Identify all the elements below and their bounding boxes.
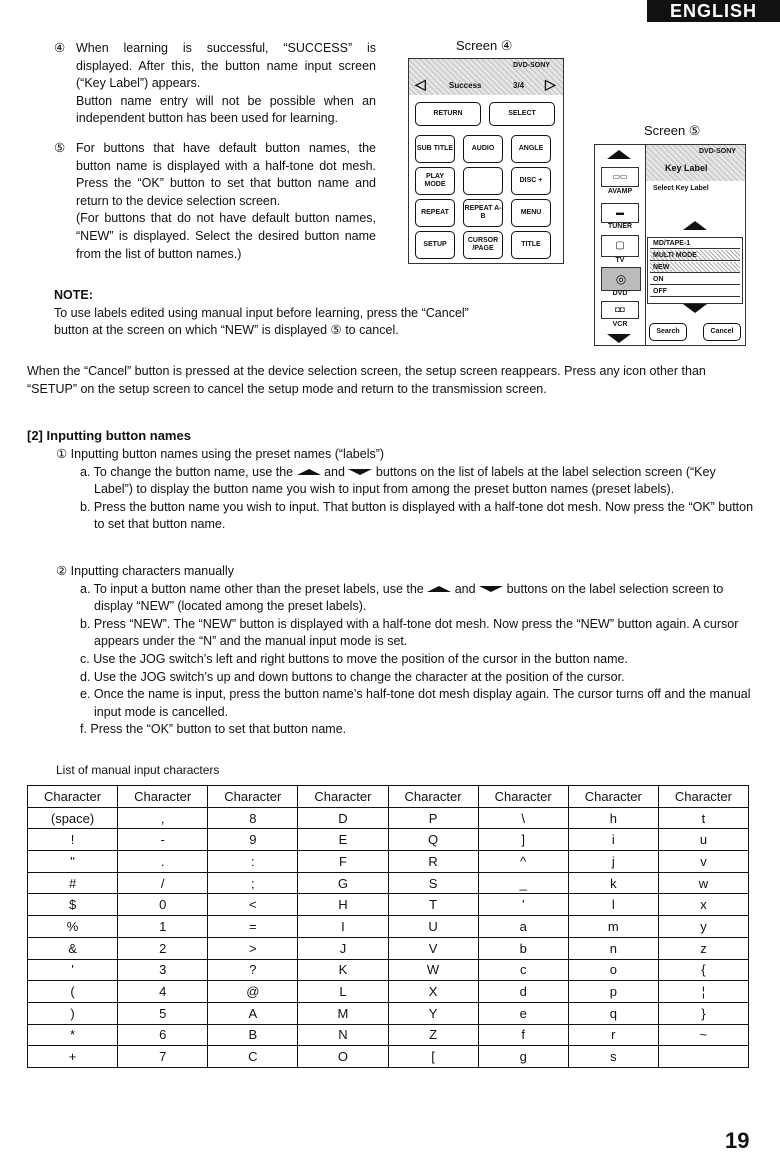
table-cell: P	[388, 807, 478, 829]
table-row	[28, 959, 749, 981]
note-title: NOTE:	[54, 288, 93, 302]
note-text: To use labels edited using manual input before learning, press the “Cancel” button at the screen on which “NEW” is displayed ⑤ to cancel.	[54, 305, 469, 338]
table-cell: I	[298, 916, 388, 938]
table-cell: ?	[208, 959, 298, 981]
table-cell: [	[388, 1046, 478, 1068]
subsection-2-b: b. Press “NEW”. The “NEW” button is displayed with a half-tone dot mesh. Now press the “NEW” button again. A cursor appears under the “N” and the manual input mode is set.	[80, 616, 739, 649]
step-4-paragraph-2: Button name entry will not be possible when an independent button has been used for learning.	[76, 93, 376, 126]
label-list	[647, 237, 743, 304]
table-cell: e	[478, 1002, 568, 1024]
play-mode-button[interactable]: PLAY MODE	[415, 167, 455, 195]
step-4-number: ④	[54, 41, 66, 55]
table-cell: Y	[388, 1002, 478, 1024]
scroll-down-icon[interactable]	[607, 334, 631, 343]
table-cell: C	[208, 1046, 298, 1068]
column-header: Character	[568, 786, 658, 808]
table-cell: U	[388, 916, 478, 938]
subsection-2-title: ② Inputting characters manually	[56, 564, 234, 578]
table-cell: c	[478, 959, 568, 981]
device-tv[interactable]: TV	[615, 257, 625, 264]
inputting-heading	[27, 428, 752, 443]
table-cell: q	[568, 1002, 658, 1024]
table-row	[28, 1024, 749, 1046]
table-cell: X	[388, 981, 478, 1003]
table-cell: =	[208, 916, 298, 938]
column-header: Character	[118, 786, 208, 808]
angle-button[interactable]: ANGLE	[511, 135, 551, 163]
table-cell: j	[568, 851, 658, 873]
scroll-up-icon[interactable]	[607, 150, 631, 159]
table-cell: F	[298, 851, 388, 873]
table-cell: z	[658, 937, 748, 959]
column-header: Character	[478, 786, 568, 808]
table-cell: 9	[208, 829, 298, 851]
character-table-body	[28, 807, 749, 1067]
table-row	[28, 916, 749, 938]
table-cell: t	[658, 807, 748, 829]
table-cell: R	[388, 851, 478, 873]
screen-5-caption: Screen ⑤	[644, 123, 701, 138]
blank-button[interactable]	[463, 167, 503, 195]
table-cell: b	[478, 937, 568, 959]
column-header: Character	[388, 786, 478, 808]
screen-5-device: DVD-SONY	[699, 148, 736, 155]
label-up-icon[interactable]	[683, 221, 707, 230]
label-on[interactable]: ON	[650, 274, 740, 285]
table-cell: 0	[118, 894, 208, 916]
table-row	[28, 829, 749, 851]
table-cell: E	[298, 829, 388, 851]
subsection-1-a-pre: a. To change the button name, use the	[80, 464, 294, 479]
table-cell: K	[298, 959, 388, 981]
audio-button[interactable]: AUDIO	[463, 135, 503, 163]
table-cell: l	[568, 894, 658, 916]
down-arrow-icon	[479, 586, 503, 592]
note-block	[54, 287, 474, 340]
avamp-icon[interactable]: ▭▭	[601, 167, 639, 187]
table-cell: _	[478, 872, 568, 894]
screen-4-page: 3/4	[513, 81, 525, 90]
up-arrow-icon	[297, 469, 321, 475]
subsection-2-c: c. Use the JOG switch’s left and right buttons to move the position of the cursor in the button name.	[80, 651, 628, 666]
table-cell: V	[388, 937, 478, 959]
character-table	[27, 785, 749, 1068]
inputting-heading-number: [2]	[27, 428, 43, 443]
subsection-2-e: e. Once the name is input, press the button name’s half-tone dot mesh display again. The cursor turns off and the manual input mode is cancelled.	[80, 687, 751, 719]
table-cell: r	[568, 1024, 658, 1046]
down-arrow-icon	[348, 469, 372, 475]
table-cell	[658, 1046, 748, 1068]
table-cell: W	[388, 959, 478, 981]
table-cell: ;	[208, 872, 298, 894]
repeat-button[interactable]: REPEAT	[415, 199, 455, 227]
inputting-heading-text: Inputting button names	[46, 428, 191, 443]
char-table-caption: List of manual input characters	[56, 763, 220, 777]
up-arrow-icon	[427, 586, 451, 592]
table-cell: {	[658, 959, 748, 981]
table-cell: G	[298, 872, 388, 894]
table-cell: ]	[478, 829, 568, 851]
table-cell: \	[478, 807, 568, 829]
subsection-2-a-post: buttons on the label selection screen to display “NEW” (located among the preset labels).	[94, 581, 724, 614]
table-row	[28, 872, 749, 894]
table-cell: f	[478, 1024, 568, 1046]
table-cell: 1	[118, 916, 208, 938]
table-cell: .	[118, 851, 208, 873]
table-cell: @	[208, 981, 298, 1003]
table-cell: )	[28, 1002, 118, 1024]
table-cell: n	[568, 937, 658, 959]
table-cell: J	[298, 937, 388, 959]
table-cell: (space)	[28, 807, 118, 829]
table-cell: '	[478, 894, 568, 916]
table-cell: '	[28, 959, 118, 981]
subsection-1-a-and: and	[324, 464, 345, 479]
table-cell: d	[478, 981, 568, 1003]
table-cell: "	[28, 851, 118, 873]
table-header-row	[28, 786, 749, 808]
step-5-paragraph-2: (For buttons that do not have default button names, “NEW” is displayed. Select the desired button name from the list of button names.)	[76, 211, 376, 261]
table-cell: x	[658, 894, 748, 916]
table-row	[28, 1002, 749, 1024]
table-cell: D	[298, 807, 388, 829]
table-cell: N	[298, 1024, 388, 1046]
dvd-disc-icon[interactable]: ◎	[601, 267, 641, 291]
table-cell: B	[208, 1024, 298, 1046]
select-button[interactable]: SELECT	[489, 102, 555, 126]
table-cell: (	[28, 981, 118, 1003]
back-arrow-icon[interactable]: ◁	[415, 76, 426, 92]
label-off[interactable]: OFF	[650, 286, 740, 297]
step-4-text	[76, 40, 376, 128]
label-md-tape[interactable]: MD/TAPE-1	[650, 238, 740, 249]
subsection-1-a	[56, 464, 756, 499]
subsection-2-a	[56, 581, 756, 616]
setup-button[interactable]: SETUP	[415, 231, 455, 259]
table-row	[28, 851, 749, 873]
table-row	[28, 981, 749, 1003]
table-cell: h	[568, 807, 658, 829]
column-header: Character	[658, 786, 748, 808]
table-cell: >	[208, 937, 298, 959]
cursor-page-button[interactable]: CURSOR /PAGE	[463, 231, 503, 259]
return-button[interactable]: RETURN	[415, 102, 481, 126]
table-cell: s	[568, 1046, 658, 1068]
table-cell: ~	[658, 1024, 748, 1046]
table-cell: &	[28, 937, 118, 959]
table-cell: a	[478, 916, 568, 938]
tuner-icon[interactable]: ▬	[601, 203, 639, 223]
table-cell: /	[118, 872, 208, 894]
language-tab: ENGLISH	[647, 0, 780, 22]
subsection-2-f: f. Press the “OK” button to set that button name.	[80, 722, 347, 737]
table-cell: S	[388, 872, 478, 894]
screen-4-device: DVD-SONY	[513, 62, 550, 69]
table-cell: <	[208, 894, 298, 916]
screen-5-prompt: Select Key Label	[653, 185, 709, 192]
device-tuner[interactable]: TUNER	[607, 223, 633, 230]
inputting-section	[27, 428, 752, 443]
screen-4-status: Success	[449, 81, 482, 90]
table-cell: H	[298, 894, 388, 916]
table-cell: 8	[208, 807, 298, 829]
table-cell: T	[388, 894, 478, 916]
table-cell: m	[568, 916, 658, 938]
label-down-icon[interactable]	[683, 304, 707, 313]
table-cell: +	[28, 1046, 118, 1068]
title-button[interactable]: TITLE	[511, 231, 551, 259]
table-cell: 5	[118, 1002, 208, 1024]
table-cell: 6	[118, 1024, 208, 1046]
table-cell: :	[208, 851, 298, 873]
table-cell: y	[658, 916, 748, 938]
column-header: Character	[208, 786, 298, 808]
column-header: Character	[28, 786, 118, 808]
table-cell: ¦	[658, 981, 748, 1003]
table-cell: }	[658, 1002, 748, 1024]
table-cell: 2	[118, 937, 208, 959]
cancel-instructions: When the “Cancel” button is pressed at the device selection screen, the setup screen reappears. Press any icon other than “SETUP” on the setup screen to cancel the setup mode and return to the transmission screen.	[27, 364, 706, 396]
screen-5-display	[594, 144, 746, 346]
subsection-2-d: d. Use the JOG switch’s up and down buttons to change the character at the position of the cursor.	[80, 669, 625, 684]
table-cell: Q	[388, 829, 478, 851]
tv-icon[interactable]: ▢	[601, 235, 639, 257]
table-cell: ^	[478, 851, 568, 873]
table-cell: ,	[118, 807, 208, 829]
table-cell: Z	[388, 1024, 478, 1046]
subsection-2	[56, 563, 756, 739]
table-cell: i	[568, 829, 658, 851]
screen-4-caption: Screen ④	[456, 38, 513, 53]
table-cell: O	[298, 1046, 388, 1068]
table-row	[28, 937, 749, 959]
subsection-1-a-post: buttons on the list of labels at the label selection screen (“Key Label”) to display the button name you wish to input from among the preset button names (preset labels).	[94, 464, 716, 497]
device-column	[595, 145, 646, 345]
table-cell: !	[28, 829, 118, 851]
table-cell: v	[658, 851, 748, 873]
table-cell: o	[568, 959, 658, 981]
table-cell: L	[298, 981, 388, 1003]
subsection-2-a-and: and	[454, 581, 476, 596]
subsection-1-title: ① Inputting button names using the preset names (“labels”)	[56, 447, 385, 461]
search-button[interactable]: Search	[649, 323, 687, 341]
label-multi-mode[interactable]: MULTI MODE	[650, 250, 740, 261]
device-vcr[interactable]: VCR	[612, 321, 628, 328]
table-cell: *	[28, 1024, 118, 1046]
table-cell: $	[28, 894, 118, 916]
table-cell: -	[118, 829, 208, 851]
column-header: Character	[298, 786, 388, 808]
vcr-icon[interactable]: ◘◘	[601, 301, 639, 319]
table-cell: u	[658, 829, 748, 851]
table-cell: g	[478, 1046, 568, 1068]
screen-4-display	[408, 58, 564, 264]
screen-5-title: Key Label	[665, 163, 708, 173]
cancel-button[interactable]: Cancel	[703, 323, 741, 341]
step-5-paragraph-1: For buttons that have default button names, the button name is displayed with a half-tone dot mesh. Press the “OK” button to set that button name and return to the device selection screen.	[76, 141, 376, 208]
subsection-1	[56, 446, 756, 534]
subsection-1-b: b. Press the button name you wish to input. That button is displayed with a half-tone dot mesh. Now press the “OK” button to set that button name.	[80, 499, 754, 532]
device-avamp[interactable]: AVAMP	[607, 188, 633, 195]
table-cell: M	[298, 1002, 388, 1024]
subtitle-button[interactable]: SUB TITLE	[415, 135, 455, 163]
step-5-number: ⑤	[54, 141, 66, 155]
table-cell: %	[28, 916, 118, 938]
table-cell: p	[568, 981, 658, 1003]
subsection-2-a-pre: a. To input a button name other than the preset labels, use the	[80, 581, 424, 596]
table-cell: 3	[118, 959, 208, 981]
step-4-paragraph-1: When learning is successful, “SUCCESS” is displayed. After this, the button name input screen (“Key Label”) appears.	[76, 41, 376, 91]
table-cell: 4	[118, 981, 208, 1003]
table-cell: w	[658, 872, 748, 894]
step-5-text	[76, 140, 376, 263]
table-row	[28, 807, 749, 829]
repeat-ab-button[interactable]: REPEAT A-B	[463, 199, 503, 227]
table-cell: k	[568, 872, 658, 894]
label-new[interactable]: NEW	[650, 262, 740, 273]
menu-button[interactable]: MENU	[511, 199, 551, 227]
table-cell: 7	[118, 1046, 208, 1068]
table-cell: #	[28, 872, 118, 894]
page-number: 19	[725, 1128, 750, 1153]
table-cell: A	[208, 1002, 298, 1024]
table-row	[28, 894, 749, 916]
disc-plus-button[interactable]: DISC +	[511, 167, 551, 195]
device-dvd[interactable]: DVD	[612, 290, 628, 297]
table-row	[28, 1046, 749, 1068]
forward-arrow-icon[interactable]: ▷	[545, 76, 556, 92]
